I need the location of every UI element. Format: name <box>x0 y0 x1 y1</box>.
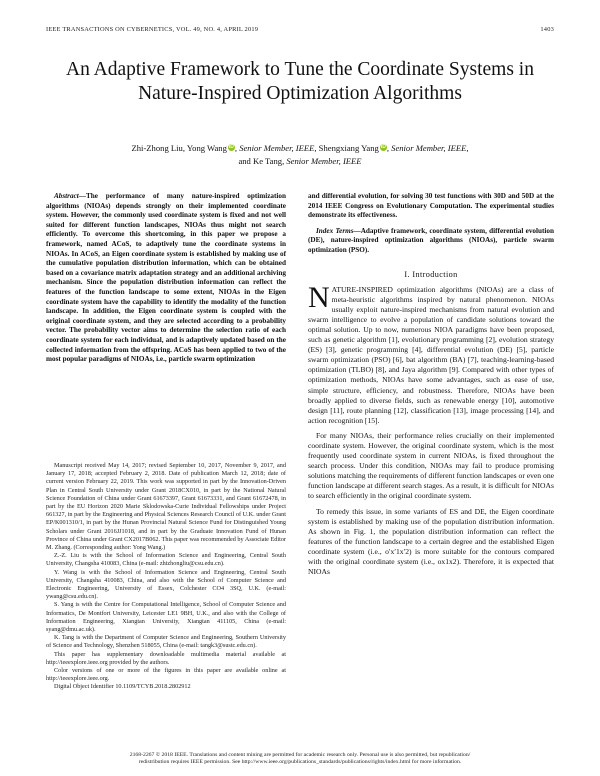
intro-smallcaps: ATURE-INSPIRED <box>331 284 393 294</box>
author-wang: Yong Wang <box>186 143 227 153</box>
intro-p1-text: optimization algorithms (NIOAs) are a class of meta-heuristic algorithms inspired by natural phenomenon. NIOAs usually exploit nature-inspired mechanisms from natural evolution and swarm intelligence to evolve a population of candidate solutions toward the optimal solution. Up to now, numerous NIOA paradigms have been proposed, such as genetic algorithm [1], evolutionary programming [2], evolution strategy (ES) [3], genetic programming [4], differential evolution (DE) [5], particle swarm optimization (PSO) [6], bat algorithm (BA) [7], teaching-learning-based optimization (TLBO) [8], and Jaya algorithm [9]. Compared with other types of optimization methods, NIOAs have some advantages, such as ease of use, simple structure, efficiency, and robustness. Therefore, NIOAs have been broadly applied to diverse fields, such as renewable energy [10], automotive design [11], route planning [12], classification [13], image processing [14], and action recognition [15]. <box>308 284 554 425</box>
intro-paragraph-3: To remedy this issue, in some variants of ES and DE, the Eigen coordinate system is established by making use of the population distribution information. As shown in Fig. 1, the population distribution information can reflect the features of the function landscape to a certain degree and the established Eigen coordinate system (i.e., o′x′1x′2) is more suitable for the contours compared with the original coordinate system (i.e., ox1x2). Therefore, it is expected that NIOAs <box>308 506 554 577</box>
index-terms <box>308 227 554 256</box>
orcid-icon[interactable]: iD <box>380 144 386 150</box>
footnote-supplementary: This paper has supplementary downloadable multimedia material available at http://ieeexplore.ieee.org provided by the authors. <box>46 650 286 666</box>
author-tang: and Ke Tang, <box>238 156 285 166</box>
paper-title: An Adaptive Framework to Tune the Coordinate Systems in Nature-Inspired Optimization Algorithms <box>66 59 534 104</box>
abstract-text: The performance of many nature-inspired optimization algorithms (NIOAs) depends strongly on their implemented coordinate system. However, the commonly used coordinate system is fixed and not well suited for different function landscapes, NIOAs thus might not search efficiently. To overcome this shortcoming, in this paper we propose a framework, named ACoS, to adaptively tune the coordinate systems in NIOAs. In ACoS, an Eigen coordinate system is established by making use of the cumulative population distribution information, which can be obtained based on a covariance matrix adaptation strategy and an additional archiving mechanism. Since the population distribution information can reflect the features of the function landscape to some extent, NIOAs in the Eigen coordinate system have the capability to identify the modality of the function landscape. In addition, the Eigen coordinate system is coupled with the original coordinate system, and they are selected according to a probability vector. The probability vector aims to determine the selection ratio of each coordinate system for each individual, and is adaptively updated based on the collected information from the offspring. ACoS has been applied to two of the most popular paradigms of NIOAs, i.e., particle swarm optimization <box>46 192 286 364</box>
page-number: 1403 <box>540 26 554 33</box>
left-column <box>46 192 286 365</box>
index-terms-label: Index Terms— <box>316 226 361 235</box>
author-yang-role: , Senior Member, IEEE, <box>386 143 469 153</box>
running-header <box>46 26 554 33</box>
footnote-yang: S. Yang is with the Centre for Computational Intelligence, School of Computer Science and Informatics, De Montfort University, Leicester LE1 9BH, U.K., and also with the College of Information Engineering, Xiangtan University, Xiangtan 411105, China (e-mail: syang@dmu.ac.uk). <box>46 601 286 634</box>
author-list <box>40 142 560 168</box>
abstract-continued: and differential evolution, for solving 30 test functions with 30D and 50D at the 2014 IEEE Congress on Evolutionary Computation. The experimental studies demonstrate its effectiveness. <box>308 192 554 220</box>
author-liu: Zhi-Zhong Liu, <box>131 143 185 153</box>
abstract-label: Abstract— <box>54 192 86 200</box>
intro-paragraph-2: For many NIOAs, their performance relies crucially on their implemented coordinate system. However, the original coordinate system, which is the most frequently used coordinate system in current NIOAs, is fixed throughout the search process. Under this condition, NIOAs may fail to produce promising solutions matching the requirements of different function landscapes or even one function landscape at different search stages. As a result, it is difficult for NIOAs to search efficiently in the original coordinate system. <box>308 430 554 501</box>
footnote-manuscript: Manuscript received May 14, 2017; revised September 10, 2017, November 9, 2017, and January 17, 2018; accepted February 2, 2018. Date of publication March 12, 2018; date of current version February 22, 2019. This work was supported in part by the Innovation-Driven Plan in Central South University under Grant 2018CX010, in part by the National Natural Science Foundation of China under Grant 61673397, Grant 61673331, and Grant 61672478, in part by the EU Horizon 2020 Marie Sklodowska-Curie Individual Fellowships under Project 661327, in part by the Engineering and Physical Sciences Research Council of U.K. under Grant EP/K001310/1, in part by the Hunan Provincial Natural Science Fund for Distinguished Young Scholars under Grant 2016JJ1018, and in part by the Graduate Innovation Fund of Hunan Province of China under Grant CX2017B062. This paper was recommended by Associate Editor M. Zhang. (Corresponding author: Yong Wang.) <box>46 462 286 552</box>
footnote-liu: Z.-Z. Liu is with the School of Information Science and Engineering, Central South University, Changsha 410083, China (e-mail: zhizhongliu@csu.edu.cn). <box>46 552 286 568</box>
drop-cap: N <box>308 280 330 314</box>
intro-paragraph-1 <box>308 280 554 426</box>
footnote-doi: Digital Object Identifier 10.1109/TCYB.2018.2802912 <box>54 683 191 691</box>
section-heading-introduction: I. Introduction <box>404 269 458 279</box>
author-tang-role: Senior Member, IEEE <box>286 156 362 166</box>
footnotes <box>46 462 286 692</box>
footnote-wang: Y. Wang is with the School of Information Science and Engineering, Central South University, Changsha 410083, China, and also with the School of Computer Science and Electronic Engineering, University of Essex, Colchester CO4 3SQ, U.K. (e-mail: ywang@csu.edu.cn). <box>46 568 286 601</box>
index-terms-text: Adaptive framework, coordinate system, differential evolution (DE), nature-inspired optimization algorithms (NIOAs), particle swarm optimization (PSO). <box>308 226 554 254</box>
footnote-color: Color versions of one or more of the figures in this paper are available online at http://ieeexplore.ieee.org. <box>46 667 286 683</box>
author-yang: Shengxiang Yang <box>318 143 379 153</box>
author-wang-role: , Senior Member, IEEE, <box>234 143 317 153</box>
copyright-line-1: 2168-2267 © 2018 IEEE. Translations and content mining are permitted for academic research only. Personal use is also permitted, but republication/ <box>129 752 471 758</box>
right-column <box>308 192 554 577</box>
footnote-tang: K. Tang is with the Department of Computer Science and Engineering, Southern University of Science and Technology, Shenzhen 518055, China (e-mail: tangk3@sustc.edu.cn). <box>46 634 286 650</box>
orcid-icon[interactable]: iD <box>228 144 234 150</box>
abstract <box>46 192 286 365</box>
copyright-line-2: redistribution requires IEEE permission. See http://www.ieee.org/publications_standards/publications/rights/index.html for more information. <box>138 759 462 766</box>
copyright-notice <box>40 752 560 767</box>
journal-name: IEEE TRANSACTIONS ON CYBERNETICS, VOL. 49, NO. 4, APRIL 2019 <box>46 26 259 33</box>
